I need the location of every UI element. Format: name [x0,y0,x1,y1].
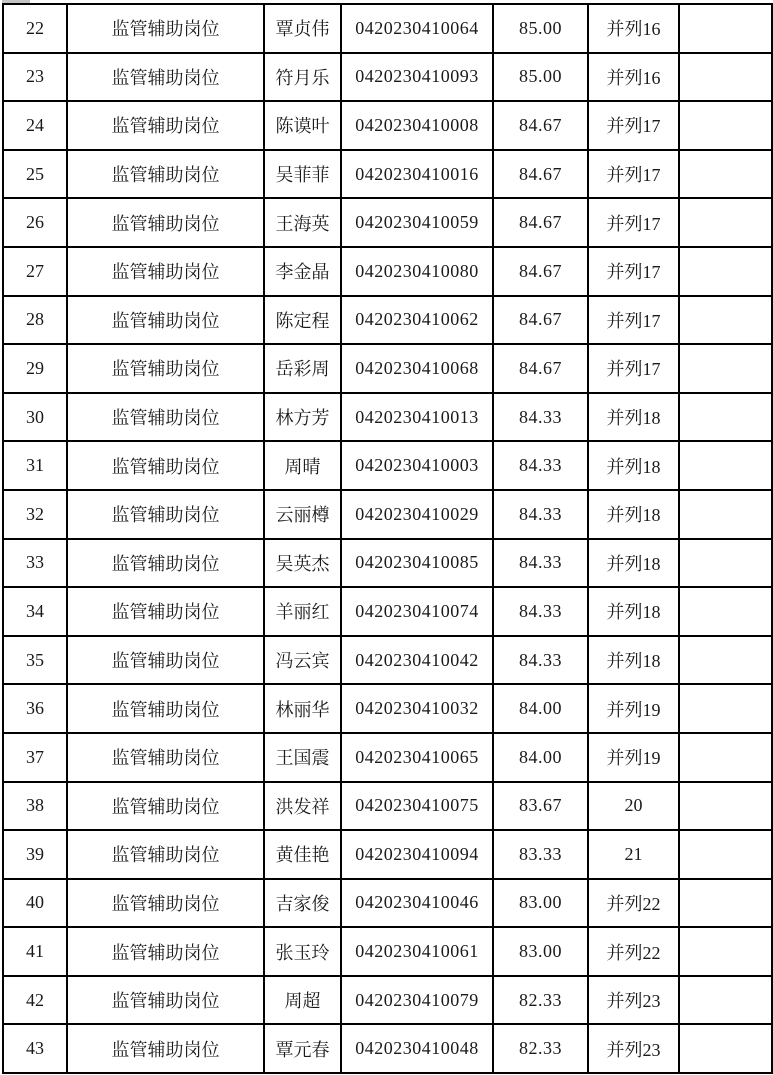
cell-position: 监管辅助岗位 [67,101,264,150]
table-row [3,441,772,490]
cell-name: 岳彩周 [264,344,341,393]
table-row [3,587,772,636]
cell-ticket: 0420230410080 [341,247,493,296]
cell-no: 23 [3,53,67,102]
cell-rank: 并列22 [588,927,679,976]
cell-position: 监管辅助岗位 [67,830,264,879]
cell-no: 22 [3,4,67,53]
cell-note [679,879,772,928]
cell-position: 监管辅助岗位 [67,976,264,1025]
cell-rank: 并列18 [588,490,679,539]
cell-ticket: 0420230410003 [341,441,493,490]
cell-rank: 并列18 [588,393,679,442]
cell-name: 陈定程 [264,296,341,345]
cell-note [679,684,772,733]
cell-position: 监管辅助岗位 [67,684,264,733]
cell-note [679,976,772,1025]
exam-results-table [2,3,773,1074]
table-row [3,733,772,782]
cell-position: 监管辅助岗位 [67,296,264,345]
cell-note [679,587,772,636]
cell-note [679,782,772,831]
cell-no: 41 [3,927,67,976]
cell-note [679,101,772,150]
cell-ticket: 0420230410064 [341,4,493,53]
cell-score: 85.00 [493,53,588,102]
cell-no: 25 [3,150,67,199]
cell-rank: 并列17 [588,247,679,296]
cell-name: 覃元春 [264,1024,341,1073]
table-row [3,296,772,345]
cell-name: 陈谟叶 [264,101,341,150]
table-row [3,1024,772,1073]
cell-score: 84.67 [493,101,588,150]
cell-position: 监管辅助岗位 [67,344,264,393]
table-row [3,976,772,1025]
cell-no: 32 [3,490,67,539]
table-row [3,636,772,685]
cell-no: 34 [3,587,67,636]
cell-score: 82.33 [493,1024,588,1073]
table-row [3,53,772,102]
cell-score: 84.33 [493,490,588,539]
cell-no: 29 [3,344,67,393]
cell-score: 83.67 [493,782,588,831]
cell-ticket: 0420230410048 [341,1024,493,1073]
cell-position: 监管辅助岗位 [67,587,264,636]
cell-score: 84.33 [493,441,588,490]
cell-name: 吴菲菲 [264,150,341,199]
cell-score: 84.33 [493,587,588,636]
cell-no: 26 [3,198,67,247]
cell-rank: 并列16 [588,53,679,102]
cell-no: 24 [3,101,67,150]
cell-score: 84.33 [493,393,588,442]
cell-rank: 并列19 [588,684,679,733]
cell-position: 监管辅助岗位 [67,733,264,782]
cell-name: 洪发祥 [264,782,341,831]
cell-no: 36 [3,684,67,733]
cell-rank: 并列18 [588,539,679,588]
cell-score: 84.67 [493,150,588,199]
cell-ticket: 0420230410094 [341,830,493,879]
cell-ticket: 0420230410085 [341,539,493,588]
cell-position: 监管辅助岗位 [67,1024,264,1073]
cell-note [679,150,772,199]
cell-no: 37 [3,733,67,782]
cell-score: 84.33 [493,636,588,685]
cell-ticket: 0420230410079 [341,976,493,1025]
cell-rank: 21 [588,830,679,879]
cell-rank: 并列18 [588,636,679,685]
cell-no: 33 [3,539,67,588]
cell-name: 吉家俊 [264,879,341,928]
cell-name: 张玉玲 [264,927,341,976]
cell-note [679,247,772,296]
cell-ticket: 0420230410013 [341,393,493,442]
cell-note [679,393,772,442]
cell-position: 监管辅助岗位 [67,879,264,928]
cell-no: 27 [3,247,67,296]
table-row [3,4,772,53]
cell-score: 84.67 [493,198,588,247]
cell-rank: 并列18 [588,441,679,490]
cell-rank: 并列17 [588,344,679,393]
cell-note [679,4,772,53]
cell-no: 42 [3,976,67,1025]
cell-note [679,539,772,588]
table-row [3,830,772,879]
table-row [3,782,772,831]
table-row [3,490,772,539]
cell-name: 羊丽红 [264,587,341,636]
cell-score: 84.67 [493,296,588,345]
table-row [3,198,772,247]
cell-rank: 并列18 [588,587,679,636]
table-row [3,539,772,588]
cell-position: 监管辅助岗位 [67,490,264,539]
cell-ticket: 0420230410074 [341,587,493,636]
cell-note [679,733,772,782]
cell-note [679,490,772,539]
cell-ticket: 0420230410016 [341,150,493,199]
cell-note [679,296,772,345]
cell-ticket: 0420230410032 [341,684,493,733]
table-body [3,4,772,1073]
cell-no: 39 [3,830,67,879]
cell-score: 84.67 [493,247,588,296]
cell-rank: 并列19 [588,733,679,782]
cell-note [679,198,772,247]
cell-ticket: 0420230410029 [341,490,493,539]
cell-no: 35 [3,636,67,685]
cell-name: 王国震 [264,733,341,782]
cell-rank: 并列23 [588,976,679,1025]
cell-position: 监管辅助岗位 [67,247,264,296]
table-row [3,150,772,199]
cell-rank: 并列17 [588,296,679,345]
cell-position: 监管辅助岗位 [67,539,264,588]
cell-position: 监管辅助岗位 [67,927,264,976]
table-row [3,684,772,733]
cell-score: 83.00 [493,879,588,928]
cell-no: 28 [3,296,67,345]
cell-score: 84.00 [493,733,588,782]
cell-ticket: 0420230410059 [341,198,493,247]
cell-note [679,1024,772,1073]
cell-note [679,927,772,976]
cell-position: 监管辅助岗位 [67,636,264,685]
cell-name: 冯云宾 [264,636,341,685]
cell-name: 李金晶 [264,247,341,296]
cell-note [679,344,772,393]
cell-position: 监管辅助岗位 [67,441,264,490]
cell-ticket: 0420230410046 [341,879,493,928]
cell-no: 40 [3,879,67,928]
cell-position: 监管辅助岗位 [67,53,264,102]
cell-name: 云丽樽 [264,490,341,539]
table-row [3,101,772,150]
cell-rank: 并列23 [588,1024,679,1073]
cell-no: 30 [3,393,67,442]
cell-position: 监管辅助岗位 [67,150,264,199]
cell-ticket: 0420230410068 [341,344,493,393]
cell-rank: 并列17 [588,198,679,247]
cell-ticket: 0420230410061 [341,927,493,976]
cell-name: 周超 [264,976,341,1025]
cell-name: 吴英杰 [264,539,341,588]
cell-note [679,830,772,879]
cell-score: 84.00 [493,684,588,733]
table-row [3,879,772,928]
cell-name: 符月乐 [264,53,341,102]
cell-name: 周晴 [264,441,341,490]
cell-rank: 并列16 [588,4,679,53]
cell-ticket: 0420230410042 [341,636,493,685]
cell-note [679,53,772,102]
cell-score: 84.67 [493,344,588,393]
cell-no: 38 [3,782,67,831]
cell-name: 覃贞伟 [264,4,341,53]
cell-rank: 并列17 [588,150,679,199]
cell-ticket: 0420230410065 [341,733,493,782]
cell-score: 83.33 [493,830,588,879]
cell-no: 31 [3,441,67,490]
cell-ticket: 0420230410093 [341,53,493,102]
table-row [3,344,772,393]
cell-name: 林丽华 [264,684,341,733]
cell-note [679,636,772,685]
cell-position: 监管辅助岗位 [67,782,264,831]
cell-note [679,441,772,490]
cell-name: 黄佳艳 [264,830,341,879]
cell-rank: 并列17 [588,101,679,150]
cell-position: 监管辅助岗位 [67,393,264,442]
cell-rank: 并列22 [588,879,679,928]
table-row [3,393,772,442]
cell-ticket: 0420230410062 [341,296,493,345]
cell-ticket: 0420230410008 [341,101,493,150]
cell-score: 82.33 [493,976,588,1025]
cell-position: 监管辅助岗位 [67,198,264,247]
cell-name: 林方芳 [264,393,341,442]
cell-name: 王海英 [264,198,341,247]
cell-no: 43 [3,1024,67,1073]
cell-position: 监管辅助岗位 [67,4,264,53]
cell-score: 84.33 [493,539,588,588]
cell-ticket: 0420230410075 [341,782,493,831]
cell-score: 83.00 [493,927,588,976]
cell-score: 85.00 [493,4,588,53]
table-row [3,927,772,976]
cell-rank: 20 [588,782,679,831]
table-row [3,247,772,296]
